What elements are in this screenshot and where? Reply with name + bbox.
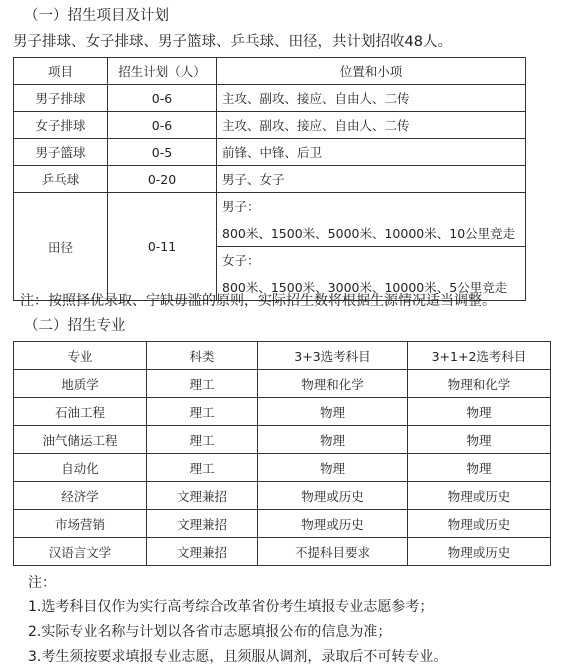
category-cell: 理工 [147,426,258,454]
table-row [14,426,551,454]
track-female-events: 800米、1500米、3000米、10000米、5公里竞走 [217,274,526,301]
table-row [14,482,551,510]
header-project: 项目 [14,58,108,85]
table-header-row [14,58,526,85]
subjects-33-cell: 物理 [258,426,408,454]
positions-cell: 男子、女子 [217,166,526,193]
major-cell: 石油工程 [14,398,147,426]
major-cell: 油气储运工程 [14,426,147,454]
major-cell: 自动化 [14,454,147,482]
table-row [14,510,551,538]
category-cell: 理工 [147,454,258,482]
header-plan: 招生计划（人） [108,58,217,85]
subjects-312-cell: 物理 [408,398,551,426]
table-row [14,193,526,220]
project-cell-track: 田径 [14,193,108,301]
plan-cell: 0-5 [108,139,217,166]
section2-heading: （二）招生专业 [24,318,126,334]
subjects-312-cell: 物理或历史 [408,482,551,510]
subjects-312-cell: 物理和化学 [408,370,551,398]
positions-cell: 前锋、中锋、后卫 [217,139,526,166]
category-cell: 理工 [147,370,258,398]
section1-heading: （一）招生项目及计划 [24,8,169,24]
section2-note-2: 2.实际专业名称与计划以各省市志愿填报公布的信息为准； [28,624,392,640]
section1-note: 注：按照择优录取、宁缺毋滥的原则，实际招生数将根据生源情况适当调整。 [20,293,496,309]
table-row [14,538,551,566]
project-cell: 男子排球 [14,85,108,112]
plan-cell: 0-6 [108,112,217,139]
header-positions: 位置和小项 [217,58,526,85]
section2-note-3: 3.考生须按要求填报专业志愿，且须服从调剂，录取后不可转专业。 [28,649,448,665]
major-cell: 经济学 [14,482,147,510]
plan-cell: 0-6 [108,85,217,112]
table-row [14,139,526,166]
header-312-subjects: 3+1+2选考科目 [408,342,551,370]
table-row [14,454,551,482]
table-header-row [14,342,551,370]
subjects-312-cell: 物理 [408,454,551,482]
section2-notes-title: 注： [28,575,56,591]
plan-cell: 0-20 [108,166,217,193]
subjects-33-cell: 物理或历史 [258,510,408,538]
major-cell: 市场营销 [14,510,147,538]
header-category: 科类 [147,342,258,370]
track-male-events: 800米、1500米、5000米、10000米、10公里竞走 [217,220,526,247]
subjects-312-cell: 物理或历史 [408,538,551,566]
major-cell: 汉语言文学 [14,538,147,566]
subjects-33-cell: 物理 [258,398,408,426]
header-major: 专业 [14,342,147,370]
table-row [14,112,526,139]
subjects-312-cell: 物理 [408,426,551,454]
major-cell: 地质学 [14,370,147,398]
table-row [14,166,526,193]
table-row [14,370,551,398]
table-row [14,398,551,426]
project-cell: 女子排球 [14,112,108,139]
subjects-33-cell: 物理或历史 [258,482,408,510]
header-33-subjects: 3+3选考科目 [258,342,408,370]
table-row [14,85,526,112]
positions-cell: 主攻、副攻、接应、自由人、二传 [217,85,526,112]
project-cell: 男子篮球 [14,139,108,166]
plan-cell-track: 0-11 [108,193,217,301]
track-female-label: 女子： [217,247,526,274]
category-cell: 理工 [147,398,258,426]
category-cell: 文理兼招 [147,510,258,538]
subjects-33-cell: 物理和化学 [258,370,408,398]
majors-table [13,341,551,566]
category-cell: 文理兼招 [147,538,258,566]
subjects-312-cell: 物理或历史 [408,510,551,538]
positions-cell: 主攻、副攻、接应、自由人、二传 [217,112,526,139]
track-male-label: 男子： [217,193,526,220]
category-cell: 文理兼招 [147,482,258,510]
subjects-33-cell: 不提科目要求 [258,538,408,566]
subjects-33-cell: 物理 [258,454,408,482]
section1-summary: 男子排球、女子排球、男子篮球、乒乓球、田径，共计划招收48人。 [13,34,452,50]
section2-note-1: 1.选考科目仅作为实行高考综合改革省份考生填报专业志愿参考； [28,599,434,615]
sports-plan-table [13,57,526,301]
project-cell: 乒乓球 [14,166,108,193]
